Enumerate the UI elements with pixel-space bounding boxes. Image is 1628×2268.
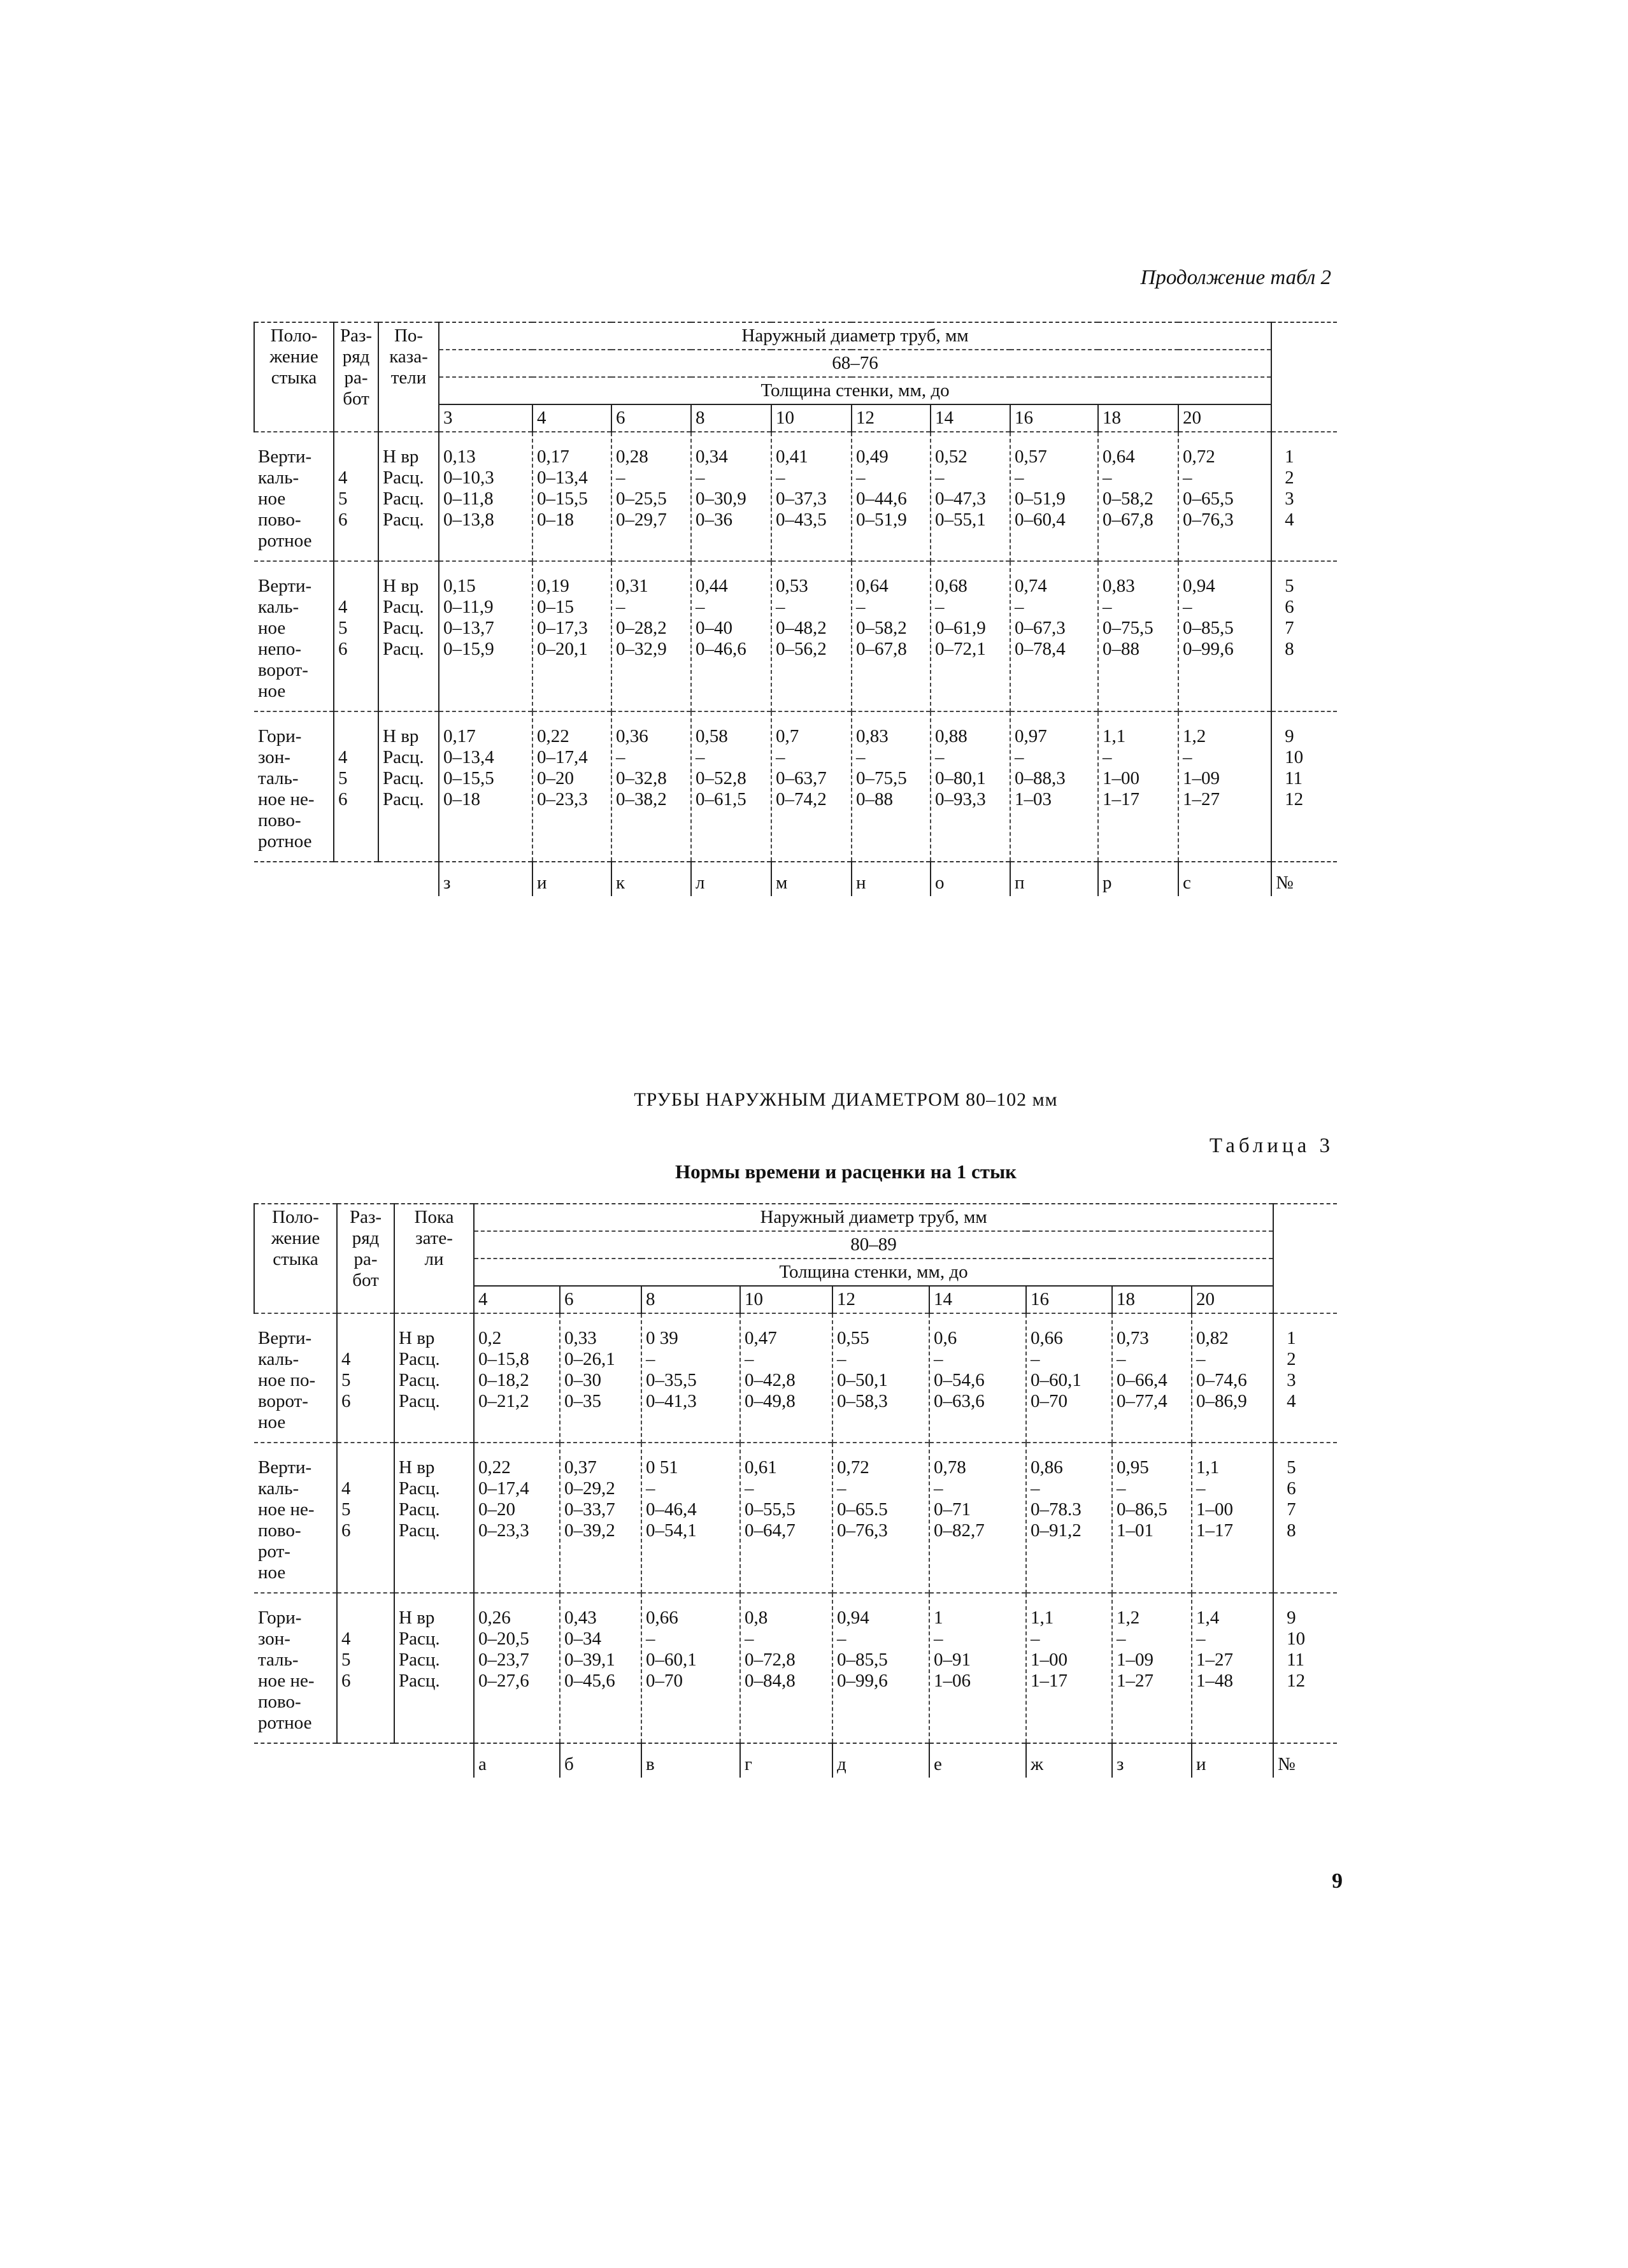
column-letter: з (439, 862, 532, 896)
column-letter: и (532, 862, 611, 896)
header-diameter-title: Наружный диаметр труб, мм (439, 322, 1271, 350)
column-letter: к (611, 862, 691, 896)
joint-position: Гори- зон- таль- ное не- пово- ротное (254, 1593, 337, 1743)
value-cell: 0,6 – 0–54,6 0–63,6 (929, 1313, 1026, 1443)
wall-thickness: 10 (740, 1286, 832, 1313)
table-row (254, 1443, 1337, 1593)
value-cell: 0,37 0–29,2 0–33,7 0–39,2 (560, 1443, 641, 1593)
value-cell: 0,36 – 0–32,8 0–38,2 (611, 711, 691, 862)
header-number-blank (1271, 322, 1337, 432)
header-diameter-range: 68–76 (439, 350, 1271, 377)
wall-thickness: 3 (439, 404, 532, 432)
value-cell: 0,78 – 0–71 0–82,7 (929, 1443, 1026, 1593)
value-cell: 0,47 – 0–42,8 0–49,8 (740, 1313, 832, 1443)
indicators: Н вр Расц. Расц. Расц. (394, 1593, 474, 1743)
column-letters-row (254, 862, 1337, 896)
wall-thickness: 20 (1178, 404, 1271, 432)
value-cell: 0,68 – 0–61,9 0–72,1 (931, 561, 1010, 711)
value-cell: 0,61 – 0–55,5 0–64,7 (740, 1443, 832, 1593)
work-grades: 4 5 6 (334, 432, 378, 561)
indicators: Н вр Расц. Расц. Расц. (378, 432, 439, 561)
wall-thickness: 18 (1098, 404, 1178, 432)
joint-position: Верти- каль- ное непо- ворот- ное (254, 561, 334, 711)
table-row (254, 432, 1337, 561)
number-symbol: № (1273, 1743, 1337, 1778)
work-grades: 4 5 6 (334, 561, 378, 711)
value-cell: 0,49 – 0–44,6 0–51,9 (852, 432, 931, 561)
value-cell: 0,64 – 0–58,2 0–67,8 (852, 561, 931, 711)
column-letter: в (641, 1743, 740, 1778)
header-number-blank (1273, 1204, 1337, 1313)
value-cell: 0,33 0–26,1 0–30 0–35 (560, 1313, 641, 1443)
wall-thickness: 16 (1026, 1286, 1112, 1313)
value-cell: 0,19 0–15 0–17,3 0–20,1 (532, 561, 611, 711)
value-cell: 0,41 – 0–37,3 0–43,5 (771, 432, 852, 561)
wall-thickness: 14 (931, 404, 1010, 432)
column-letter: з (1112, 1743, 1192, 1778)
value-cell: 0,2 0–15,8 0–18,2 0–21,2 (474, 1313, 560, 1443)
header-wall-title: Толщина стенки, мм, до (439, 377, 1271, 404)
header-position: Поло- жение стыка (254, 1204, 337, 1313)
value-cell: 0,97 – 0–88,3 1–03 (1010, 711, 1098, 862)
column-letter: н (852, 862, 931, 896)
value-cell: 0 51 – 0–46,4 0–54,1 (641, 1443, 740, 1593)
header-diameter-range: 80–89 (474, 1231, 1273, 1259)
column-letter: а (474, 1743, 560, 1778)
wall-thickness: 16 (1010, 404, 1098, 432)
column-letter: и (1192, 1743, 1273, 1778)
value-cell: 0,64 – 0–58,2 0–67,8 (1098, 432, 1178, 561)
table-2-continuation (253, 322, 1337, 896)
value-cell: 0,94 – 0–85,5 0–99,6 (1178, 561, 1271, 711)
work-grades: 4 5 6 (337, 1593, 394, 1743)
value-cell: 0,57 – 0–51,9 0–60,4 (1010, 432, 1098, 561)
value-cell: 0,31 – 0–28,2 0–32,9 (611, 561, 691, 711)
row-numbers: 5 6 7 8 (1273, 1443, 1337, 1593)
wall-thickness: 4 (532, 404, 611, 432)
page-number: 9 (1332, 1869, 1343, 1893)
value-cell: 0,66 – 0–60,1 0–70 (641, 1593, 740, 1743)
number-symbol: № (1271, 862, 1337, 896)
value-cell: 0,88 – 0–80,1 0–93,3 (931, 711, 1010, 862)
value-cell: 0,28 – 0–25,5 0–29,7 (611, 432, 691, 561)
value-cell: 0,17 0–13,4 0–15,5 0–18 (439, 711, 532, 862)
value-cell: 0 39 – 0–35,5 0–41,3 (641, 1313, 740, 1443)
wall-thickness: 10 (771, 404, 852, 432)
header-grade: Раз- ряд ра- бот (337, 1204, 394, 1313)
header-position: Поло- жение стыка (254, 322, 334, 432)
value-cell: 0,17 0–13,4 0–15,5 0–18 (532, 432, 611, 561)
value-cell: 0,13 0–10,3 0–11,8 0–13,8 (439, 432, 532, 561)
header-wall-title: Толщина стенки, мм, до (474, 1259, 1273, 1286)
value-cell: 0,72 – 0–65,5 0–76,3 (1178, 432, 1271, 561)
table-row (254, 561, 1337, 711)
table-3-subtitle: Нормы времени и расценки на 1 стык (675, 1160, 1017, 1183)
work-grades: 4 5 6 (337, 1313, 394, 1443)
wall-thickness: 6 (611, 404, 691, 432)
value-cell: 1,1 – 1–00 1–17 (1026, 1593, 1112, 1743)
header-indicators: По- каза- тели (378, 322, 439, 432)
value-cell: 0,82 – 0–74,6 0–86,9 (1192, 1313, 1273, 1443)
value-cell: 0,52 – 0–47,3 0–55,1 (931, 432, 1010, 561)
table-row (254, 1313, 1337, 1443)
indicators: Н вр Расц. Расц. Расц. (378, 561, 439, 711)
column-letter: р (1098, 862, 1178, 896)
column-letter: м (771, 862, 852, 896)
value-cell: 0,26 0–20,5 0–23,7 0–27,6 (474, 1593, 560, 1743)
value-cell: 0,44 – 0–40 0–46,6 (691, 561, 771, 711)
column-letter: е (929, 1743, 1026, 1778)
value-cell: 0,53 – 0–48,2 0–56,2 (771, 561, 852, 711)
section-heading: ТРУБЫ НАРУЖНЫМ ДИАМЕТРОМ 80–102 мм (634, 1089, 1058, 1110)
column-letter: п (1010, 862, 1098, 896)
row-numbers: 1 2 3 4 (1271, 432, 1337, 561)
wall-thickness: 12 (852, 404, 931, 432)
header-indicators: Пока зате- ли (394, 1204, 474, 1313)
continuation-label: Продолжение табл 2 (1140, 266, 1331, 289)
row-numbers: 9 10 11 12 (1273, 1593, 1337, 1743)
value-cell: 0,8 – 0–72,8 0–84,8 (740, 1593, 832, 1743)
wall-thickness: 6 (560, 1286, 641, 1313)
wall-thickness: 8 (691, 404, 771, 432)
value-cell: 1,4 – 1–27 1–48 (1192, 1593, 1273, 1743)
wall-thickness: 20 (1192, 1286, 1273, 1313)
value-cell: 0,15 0–11,9 0–13,7 0–15,9 (439, 561, 532, 711)
column-letter: с (1178, 862, 1271, 896)
value-cell: 0,74 – 0–67,3 0–78,4 (1010, 561, 1098, 711)
value-cell: 0,34 – 0–30,9 0–36 (691, 432, 771, 561)
wall-thickness: 14 (929, 1286, 1026, 1313)
value-cell: 0,43 0–34 0–39,1 0–45,6 (560, 1593, 641, 1743)
joint-position: Верти- каль- ное по- ворот- ное (254, 1313, 337, 1443)
table-3-label: Таблица 3 (1209, 1134, 1334, 1157)
row-numbers: 9 10 11 12 (1271, 711, 1337, 862)
work-grades: 4 5 6 (337, 1443, 394, 1593)
row-numbers: 5 6 7 8 (1271, 561, 1337, 711)
wall-thickness: 18 (1112, 1286, 1192, 1313)
value-cell: 1,1 – 1–00 1–17 (1192, 1443, 1273, 1593)
value-cell: 0,22 0–17,4 0–20 0–23,3 (532, 711, 611, 862)
value-cell: 1 – 0–91 1–06 (929, 1593, 1026, 1743)
value-cell: 0,83 – 0–75,5 0–88 (852, 711, 931, 862)
joint-position: Гори- зон- таль- ное не- пово- ротное (254, 711, 334, 862)
joint-position: Верти- каль- ное не- пово- рот- ное (254, 1443, 337, 1593)
value-cell: 0,73 – 0–66,4 0–77,4 (1112, 1313, 1192, 1443)
header-grade: Раз- ряд ра- бот (334, 322, 378, 432)
value-cell: 0,72 – 0–65.5 0–76,3 (832, 1443, 929, 1593)
joint-position: Верти- каль- ное пово- ротное (254, 432, 334, 561)
value-cell: 0,66 – 0–60,1 0–70 (1026, 1313, 1112, 1443)
column-letter: б (560, 1743, 641, 1778)
value-cell: 1,2 – 1–09 1–27 (1112, 1593, 1192, 1743)
wall-thickness: 8 (641, 1286, 740, 1313)
value-cell: 0,7 – 0–63,7 0–74,2 (771, 711, 852, 862)
header-diameter-title: Наружный диаметр труб, мм (474, 1204, 1273, 1231)
table-row (254, 1593, 1337, 1743)
column-letter: л (691, 862, 771, 896)
value-cell: 0,94 – 0–85,5 0–99,6 (832, 1593, 929, 1743)
value-cell: 0,95 – 0–86,5 1–01 (1112, 1443, 1192, 1593)
value-cell: 0,86 – 0–78.3 0–91,2 (1026, 1443, 1112, 1593)
column-letters-row (254, 1743, 1337, 1778)
table-3 (253, 1203, 1337, 1778)
value-cell: 0,55 – 0–50,1 0–58,3 (832, 1313, 929, 1443)
column-letter: о (931, 862, 1010, 896)
column-letter: д (832, 1743, 929, 1778)
value-cell: 0,58 – 0–52,8 0–61,5 (691, 711, 771, 862)
value-cell: 1,1 – 1–00 1–17 (1098, 711, 1178, 862)
value-cell: 1,2 – 1–09 1–27 (1178, 711, 1271, 862)
indicators: Н вр Расц. Расц. Расц. (394, 1313, 474, 1443)
wall-thickness: 12 (832, 1286, 929, 1313)
indicators: Н вр Расц. Расц. Расц. (394, 1443, 474, 1593)
indicators: Н вр Расц. Расц. Расц. (378, 711, 439, 862)
value-cell: 0,22 0–17,4 0–20 0–23,3 (474, 1443, 560, 1593)
wall-thickness: 4 (474, 1286, 560, 1313)
table-row (254, 711, 1337, 862)
work-grades: 4 5 6 (334, 711, 378, 862)
row-numbers: 1 2 3 4 (1273, 1313, 1337, 1443)
value-cell: 0,83 – 0–75,5 0–88 (1098, 561, 1178, 711)
column-letter: г (740, 1743, 832, 1778)
column-letter: ж (1026, 1743, 1112, 1778)
